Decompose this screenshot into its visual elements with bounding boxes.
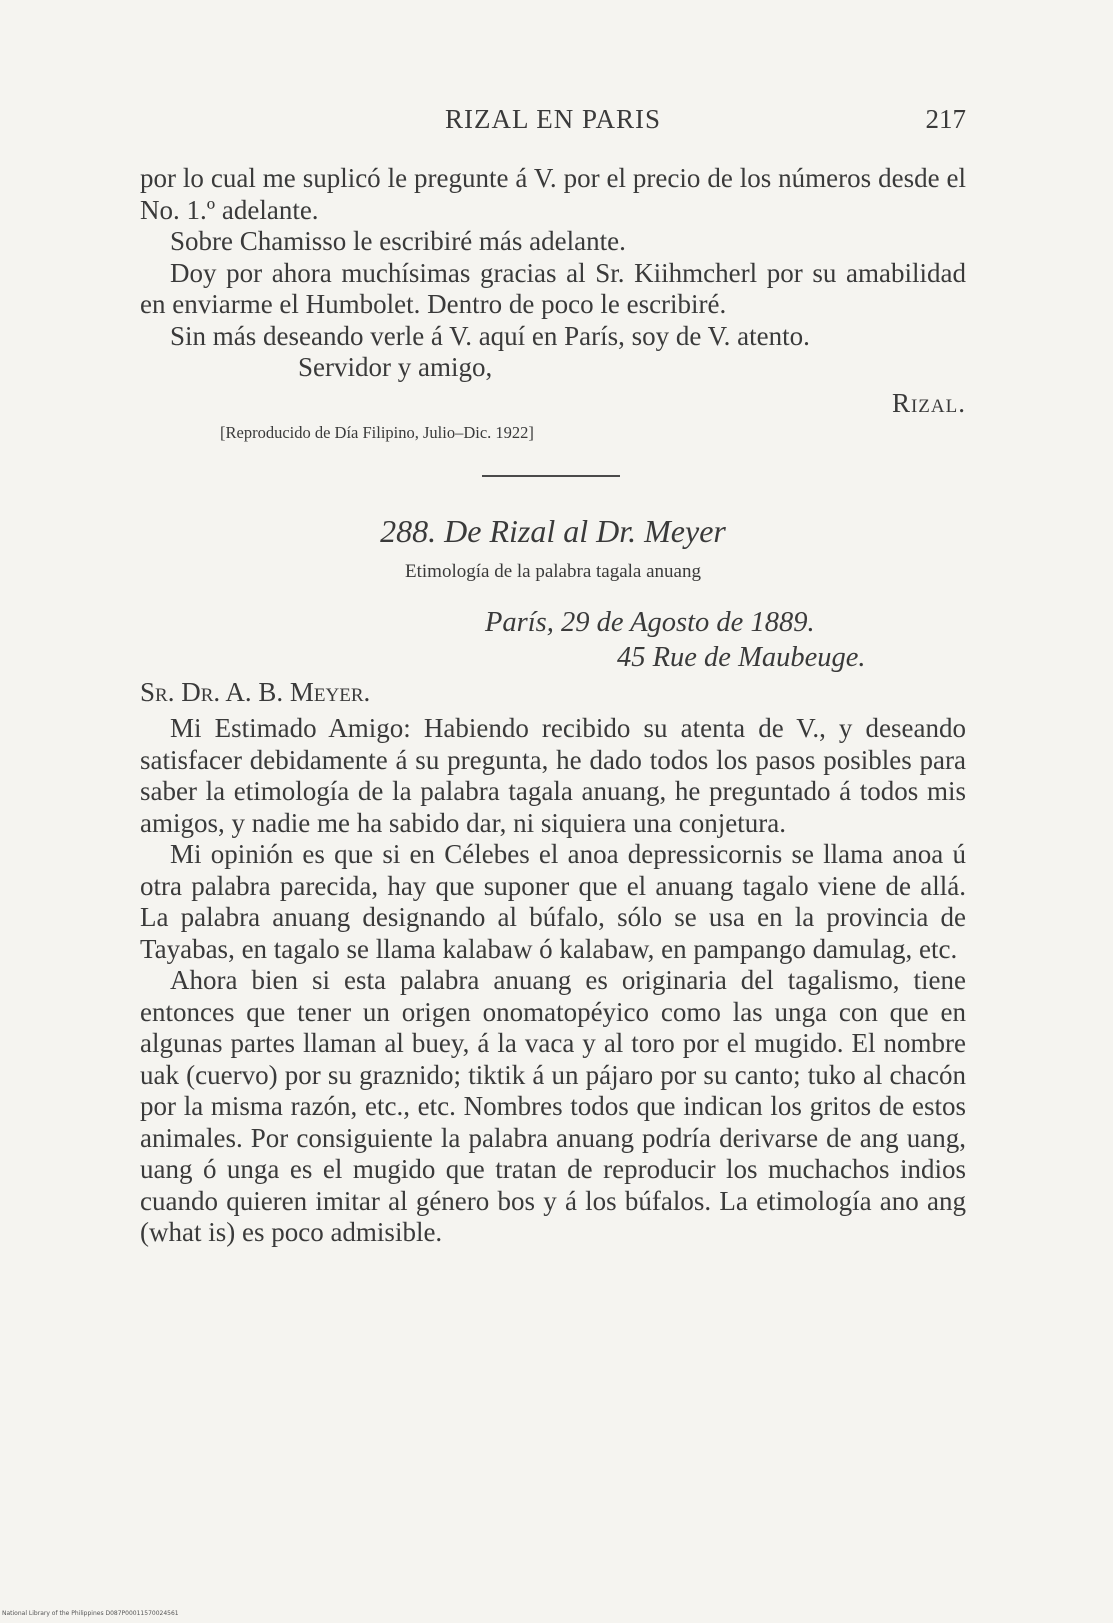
letter-paragraph-1: Mi Estimado Amigo: Habiendo recibido su atenta de V., y deseando satisfacer debidamente á su pregunta, he dado todos los pasos posibles para saber la etimología de la palabra tagala anuang, he preguntado á todos mis amigos, y nadie me ha sabido dar, ni siquiera una conjetura. xyxy=(140,713,966,838)
running-title: RIZAL EN PARIS xyxy=(444,104,662,134)
letter-date-place: París, 29 de Agosto de 1889. xyxy=(485,607,815,638)
letter-287-line-3: Doy por ahora muchísimas gracias al Sr. Kiihmcherl por su amabilidad en enviarme el Humbolet. Dentro de poco le escribiré. xyxy=(140,257,966,319)
page-number: 217 xyxy=(925,104,966,134)
section-divider xyxy=(482,475,620,477)
running-head xyxy=(140,104,966,140)
letter-paragraph-2: Mi opinión es que si en Célebes el anoa depressicornis se llama anoa ú otra palabra parecida, hay que suponer que el anuang tagalo viene de allá. La palabra anuang designando al búfalo, sólo se usa en la provincia de Tayabas, en tagalo se llama kalabaw ó kalabaw, en pampango damulag, etc. xyxy=(140,839,966,964)
page-body xyxy=(140,163,966,1249)
letter-heading: 288. De Rizal al Dr. Meyer xyxy=(380,513,726,549)
letter-salutation: Sr. Dr. A. B. Meyer. xyxy=(140,677,371,707)
letter-287-line-4: Sin más deseando verle á V. aquí en París, soy de V. atento. xyxy=(170,320,810,351)
letter-address: 45 Rue de Maubeuge. xyxy=(617,642,866,673)
letter-287-signature: Rizal. xyxy=(891,387,966,418)
letter-287-line-1: por lo cual me suplicó le pregunte á V. por el precio de los números desde el No. 1.º adelante. xyxy=(140,163,966,225)
source-citation: [Reproducido de Día Filipino, Julio–Dic. 1922] xyxy=(220,423,534,442)
letter-paragraph-3: Ahora bien si esta palabra anuang es originaria del tagalismo, tiene entonces que tener un origen onomatopéyico como las unga con que en algunas partes llaman al buey, á la vaca y al toro por el mugido. El nombre uak (cuervo) por su graznido; tiktik á un pájaro por su canto; tuko al chacón por la misma razón, etc., etc. Nombres todos que indican los gritos de estos animales. Por consiguiente la palabra anuang podría derivarse de ang uang, uang ó unga es el mugido que tratan de reproducir los muchachos indios cuando quieren imitar al género bos y á los búfalos. La etimología ano ang (what is) es poco admisible. xyxy=(140,965,966,1247)
scan-footer: National Library of the Philippines D087P00011570024561 xyxy=(2,1610,179,1617)
letter-287-line-2: Sobre Chamisso le escribiré más adelante. xyxy=(170,226,626,256)
letter-287-closing: Servidor y amigo, xyxy=(298,352,493,382)
letter-subheading: Etimología de la palabra tagala anuang xyxy=(405,561,701,582)
